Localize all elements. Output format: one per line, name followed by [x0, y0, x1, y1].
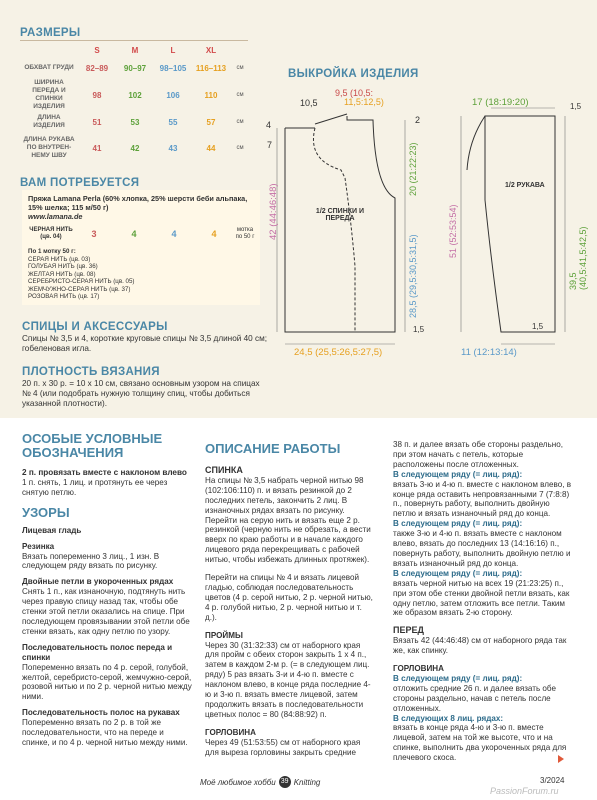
m-95b: 11,5:12,5) — [344, 97, 384, 107]
footer-section: Knitting — [293, 777, 321, 787]
row-label: ДЛИНА РУКАВА ПО ВНУТРЕН-НЕМУ ШВУ — [23, 136, 75, 159]
dl-title: Двойные петли в укороченных рядах — [22, 577, 174, 587]
column-1 — [22, 432, 192, 748]
dl-text: Снять 1 п., как изнаночную, подтянуть нить через правую спицу назад так, чтобы обе стенки этой петли оказались на спице. При последующем провязывании этой петли обе стенки вязать, как одну петлю по узору. — [22, 587, 190, 636]
m-4: 4 — [266, 120, 272, 130]
m-285: 28,5 (29,5:30,5:31,5) — [408, 234, 418, 318]
col3-text-1: 38 п. и далее вязать обе стороны раздельно, при этом начать с петель, которые расположены после отложенных. — [393, 440, 563, 469]
gauge-text: 20 п. х 30 р. = 10 х 10 см, связано основным узором на спицах № 4 (или подобрать нужную толщину спиц, чтобы добиться указанной плотности). — [22, 379, 260, 408]
cell: 57 — [206, 117, 216, 127]
schematic — [255, 80, 595, 370]
footer-magazine: Моё любимое хобби — [200, 777, 276, 787]
neck-text: Через 49 (51:53:55) см от наборного края для выреза горловины закрыть средние — [205, 737, 361, 757]
symbol-title: 2 п. провязать вместе с наклоном влево — [22, 468, 187, 477]
cell: 53 — [130, 117, 140, 127]
col3-text-4: вязать черной нитью на всех 19 (21:23:25) п., при этом обе стенки двойной петли вязать, как одну петлю, затем отложить все петли. Таким же образом вязать 2-ю сторону. — [393, 578, 570, 618]
footer — [200, 776, 320, 788]
black-l: 4 — [171, 229, 177, 239]
symbol-text: 1 п. снять, 1 лиц. и протянуть ее через снятую петлю. — [22, 477, 168, 497]
seq2-text: Попеременно вязать по 2 р. в той же последовательности, что на переде и спинке, и по 4 р. черной нитью между ними. — [22, 718, 188, 747]
cell: 102 — [128, 90, 142, 100]
black-s: 3 — [91, 229, 97, 239]
row-label: ДЛИНА ИЗДЕЛИЯ — [33, 114, 65, 129]
rib-title: Резинка — [22, 541, 55, 551]
sizes-divider — [20, 40, 248, 41]
m-51: 51 (52:53:54) — [448, 204, 458, 258]
black-m: 4 — [131, 229, 137, 239]
m-20: 20 (21:22:23) — [408, 142, 418, 196]
cell: 90–97 — [123, 63, 147, 73]
black-unit: мотка по 50 г — [235, 227, 255, 240]
needles-heading: СПИЦЫ И АКСЕССУАРЫ — [22, 321, 168, 333]
size-s: S — [94, 45, 100, 55]
m-42: 42 (44:46:48) — [268, 183, 279, 240]
back-text: На спицы № 3,5 набрать черной нитью 98 (102:106:110) п. и вязать резинкой до 2 последних петель, закончить 2 лиц. В изнаночных рядах вязать по рисунку. Перейти на серую нить и вязать еще 2 р. резинкой (черную нить не обрезать, а вести вверх по краю работы и в начале каждого лицевого ряда перекрещивать с рабочей нитью, чтобы избежать длинных протяжек). — [205, 475, 371, 565]
size-l: L — [170, 45, 176, 55]
symbols-heading: ОСОБЫЕ УСЛОВНЫЕ ОБОЗНАЧЕНИЯ — [22, 431, 163, 460]
patterns-heading: УЗОРЫ — [22, 504, 70, 520]
m-245: 24,5 (25,5:26,5:27,5) — [294, 347, 383, 358]
col3-bold-3: В следующем ряду (= лиц. ряд): — [393, 568, 523, 578]
yarn-site: www.lamana.de — [28, 212, 83, 221]
body-label: 1/2 СПИНКИ И ПЕРЕДА — [315, 208, 365, 222]
seq1-text: Попеременно вязать по 4 р. серой, голубой, желтой, серебристо-серой, жемчужно-серой, розовой нитью и по 2 р. черной нитью между ними. — [22, 662, 192, 702]
fneck-bold-1: В следующем ряду (= лиц. ряд): — [393, 673, 523, 683]
fneck-bold-2: В следующих 8 лиц. рядах: — [393, 713, 504, 723]
cell: 41 — [92, 143, 102, 153]
fneck-text-2: вязать в конце ряда 4-ю и 3-ю п. вместе лицевой, затем на той же высоте, что и на спинке, выполнить два укороченных ряда для плечевого скоса. — [393, 723, 567, 763]
sleeve-label: 1/2 РУКАВА — [505, 182, 545, 189]
seq1-title: Последовательность полос переда и спинки — [22, 642, 173, 662]
rib-text: Вязать попеременно 3 лиц., 1 изн. В следующем ряду вязать по рисунку. — [22, 551, 160, 571]
cell: 55 — [168, 117, 178, 127]
cell: 98–105 — [159, 63, 187, 73]
page-number: 39 — [279, 776, 291, 788]
black-yarn-row — [28, 227, 256, 241]
color-list: По 1 мотку 50 г: СЕРАЯ НИТЬ (цв. 03) ГОЛУБАЯ НИТЬ (цв. 36) ЖЕЛТАЯ НИТЬ (цв. 08) СЕРЕБРИСТО-СЕРАЯ НИТЬ (цв. 05) ЖЕМЧУЖНО-СЕРАЯ НИТЬ (цв. 37) РОЗОВАЯ НИТЬ (цв. 17) — [28, 248, 135, 300]
cell: 43 — [168, 143, 178, 153]
pattern-heading: ВЫКРОЙКА ИЗДЕЛИЯ — [288, 68, 419, 80]
sizes-table — [20, 43, 250, 163]
neck-title: ГОРЛОВИНА — [205, 727, 256, 737]
unit: см — [236, 119, 244, 125]
m-11: 11 (12:13:14) — [461, 347, 517, 358]
needles-text: Спицы № 3,5 и 4, короткие круговые спицы № 3,5 длиной 40 см; гобеленовая игла. — [22, 334, 267, 353]
m-95: 9,5 (10,5: — [335, 88, 374, 98]
back-title: СПИНКА — [205, 465, 243, 475]
front-title: ПЕРЕД — [393, 625, 424, 636]
armhole-text: Через 30 (31:32:33) см от наборного края для пройм с обеих сторон закрыть 1 х 4 п., затем в каждом 2-м р. (= в следующем лиц. ряду) 5 раз вязать 3-и и 4-ю п. вместе с наклоном влево, в конце ряда последние 4-ю и 3-ю п. вязать вместе лицевой, затем продолжить вязать в последовательности цветных полос = 80 (84:88:92) п. — [205, 640, 371, 719]
cell: 51 — [92, 117, 102, 127]
cell: 116–113 — [195, 63, 227, 73]
cell: 82–89 — [85, 63, 109, 73]
cell: 106 — [166, 90, 180, 100]
front-text: Вязать 42 (44:46:48) см от наборного ряда так же, как спинку. — [393, 636, 567, 656]
col3-text-3: также 3-ю и 4-ю п. вязать вместе с наклоном влево, вязать до последних 13 (14:16:16) п., повернуть работу, выполнить двойную петлю и вязать изнаночный ряд до конца. — [393, 529, 571, 568]
m-395: 39,5 (40,5:41,5:42,5) — [568, 226, 588, 290]
materials-box — [22, 190, 260, 305]
unit: см — [236, 65, 244, 71]
m-2: 2 — [415, 115, 421, 125]
size-xl: XL — [205, 45, 217, 55]
unit: см — [236, 92, 244, 98]
m-15a: 1,5 — [413, 325, 425, 334]
fneck-text-1: отложить средние 26 п. и далее вязать обе стороны раздельно, начав с петель после отложенных. — [393, 683, 556, 713]
m-17: 17 (18:19:20) — [472, 97, 529, 108]
m-105: 10,5 — [300, 98, 318, 108]
row-label: ОБХВАТ ГРУДИ — [24, 64, 74, 71]
continue-arrow-icon — [558, 755, 564, 763]
row-label: ШИРИНА ПЕРЕДА И СПИНКИ ИЗДЕЛИЯ — [32, 79, 66, 110]
col3-bold-2: В следующем ряду (= лиц. ряд): — [393, 519, 523, 529]
back-text-2: Перейти на спицы № 4 и вязать лицевой гладью, соблюдая последовательность цветов (4 р. серой нитью, 2 р. черной нитью, 4 р. голубой нитью, 2 р. черной нитью и т. д.). — [205, 573, 373, 622]
materials-heading: ВАМ ПОТРЕБУЕТСЯ — [20, 177, 140, 189]
size-m: M — [131, 45, 139, 55]
col3-text-2: вязать 3-ю и 4-ю п. вместе с наклоном влево, в конце ряда оставить непровязанными 7 (7:8:8) п., повернуть работу, выполнить двойную петлю и вязать изнаночный ряд до конца. — [393, 479, 572, 519]
black-label: ЧЕРНАЯ НИТЬ (цв. 04) — [29, 227, 73, 240]
column-3 — [393, 440, 573, 763]
issue: 3/2024 — [540, 776, 565, 785]
column-2 — [205, 442, 375, 757]
yarn-text: Пряжа Lamana Perla (60% хлопка, 25% шерсти беби альпака, 15% шелка; 115 м/50 г) www.lamana.de — [28, 194, 248, 221]
work-heading: ОПИСАНИЕ РАБОТЫ — [205, 441, 341, 456]
m-15c: 1,5 — [532, 322, 544, 331]
m-15b: 1,5 — [570, 102, 582, 111]
col3-bold-1: В следующем ряду (= лиц. ряд): — [393, 469, 523, 479]
m-7: 7 — [267, 140, 273, 150]
watermark: PassionForum.ru — [490, 786, 559, 796]
unit: см — [236, 145, 244, 151]
gauge-heading: ПЛОТНОСТЬ ВЯЗАНИЯ — [22, 366, 160, 378]
cell: 110 — [204, 90, 218, 100]
armhole-title: ПРОЙМЫ — [205, 630, 243, 640]
cell: 98 — [92, 90, 102, 100]
cell: 44 — [206, 143, 216, 153]
sizes-heading: РАЗМЕРЫ — [20, 27, 81, 39]
stockinette-title: Лицевая гладь — [22, 525, 82, 535]
fneck-title: ГОРЛОВИНА — [393, 664, 444, 674]
cell: 42 — [130, 143, 140, 153]
black-xl: 4 — [211, 229, 217, 239]
seq2-title: Последовательность полос на рукавах — [22, 708, 180, 718]
